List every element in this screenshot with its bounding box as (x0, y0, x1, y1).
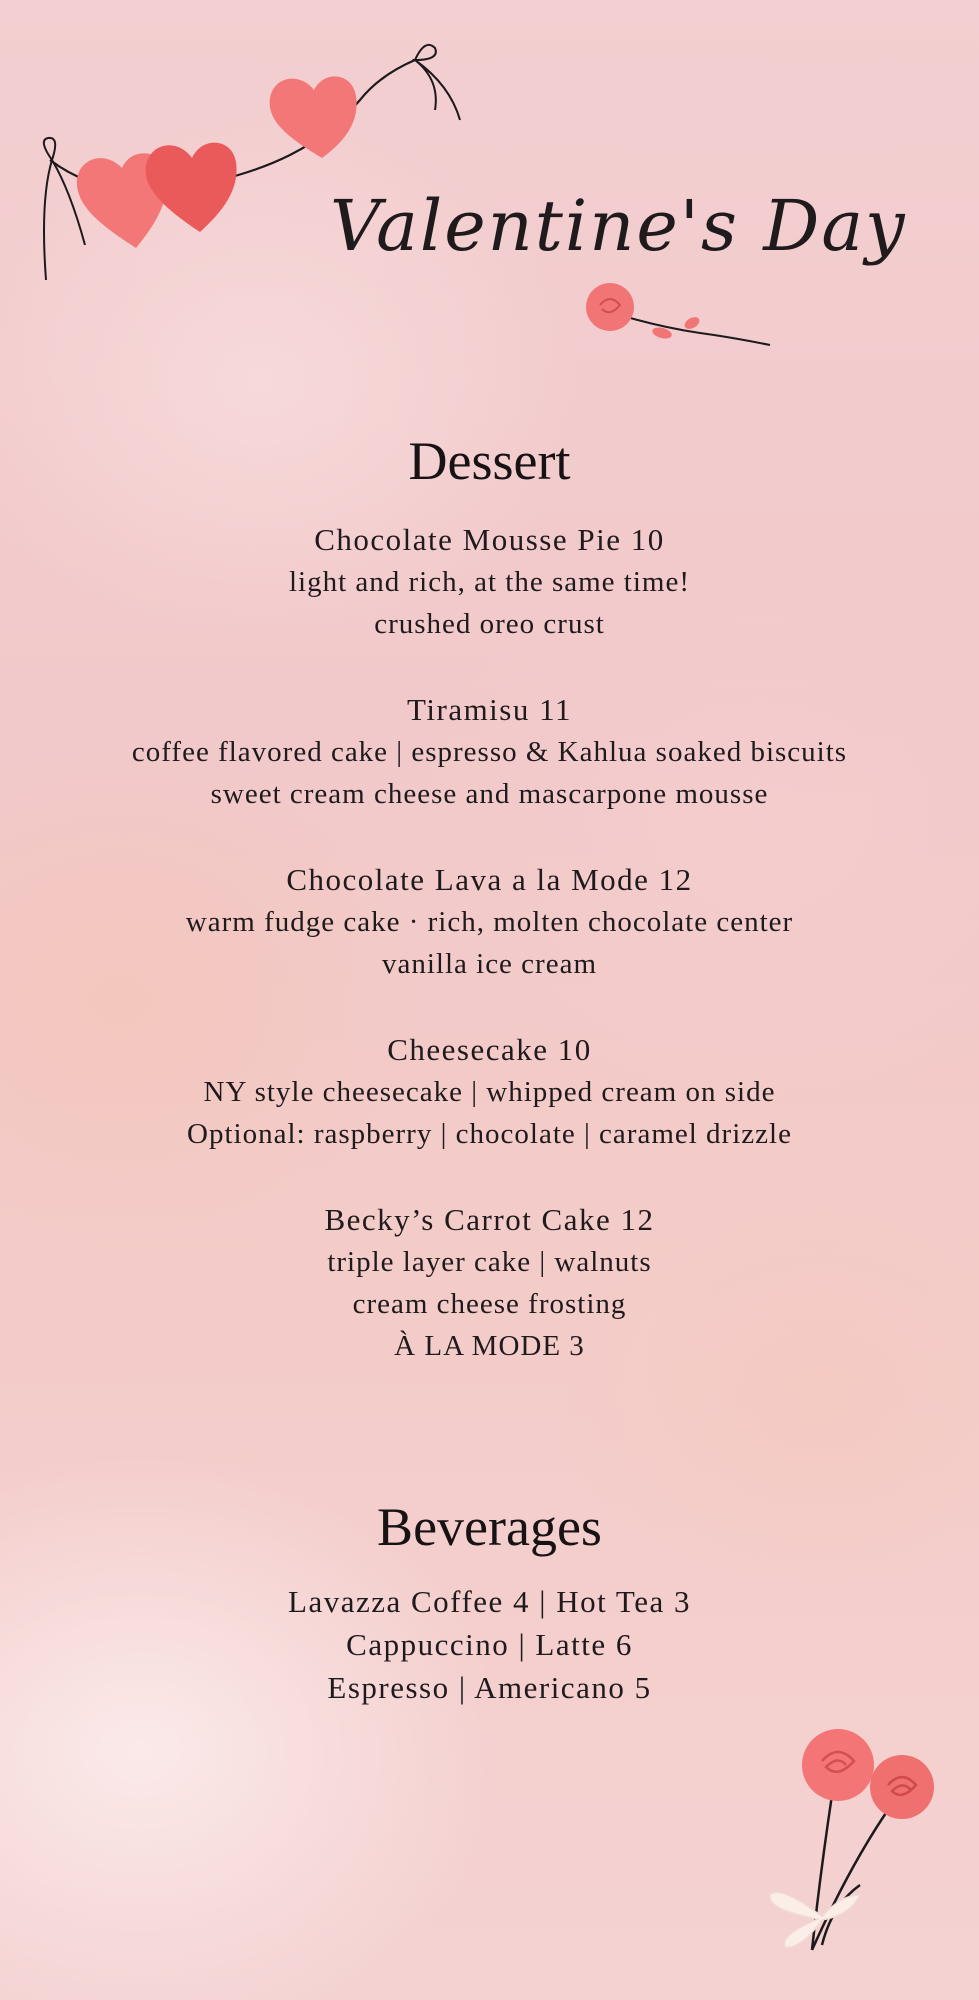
menu-item-description: cream cheese frosting (352, 1288, 627, 1320)
menu-item-description: crushed oreo crust (374, 608, 605, 640)
beverage-line: Lavazza Coffee 4 | Hot Tea 3 (288, 1584, 691, 1619)
dessert-heading: Dessert (408, 431, 571, 491)
menu-item-name: Chocolate Mousse Pie 10 (314, 522, 665, 557)
menu-item-description: sweet cream cheese and mascarpone mousse (210, 778, 769, 810)
rose-icon (580, 275, 780, 355)
menu-item-description: light and rich, at the same time! (288, 566, 691, 598)
menu-item-description: NY style cheesecake | whipped cream on side (203, 1076, 776, 1108)
menu-item-name: Chocolate Lava a la Mode 12 (286, 862, 693, 897)
beverage-line: Cappuccino | Latte 6 (346, 1627, 633, 1662)
menu-item-name: Tiramisu 11 (407, 692, 572, 727)
menu-item-description: triple layer cake | walnuts (327, 1246, 652, 1278)
menu-item-description: Optional: raspberry | chocolate | caramel drizzle (187, 1118, 792, 1150)
menu-item-description: coffee flavored cake | espresso & Kahlua soaked biscuits (131, 736, 848, 768)
menu-item-name: Cheesecake 10 (387, 1032, 592, 1067)
rose-bouquet-icon (740, 1715, 970, 1955)
svg-text:Valentine's Day: Valentine's Day (330, 185, 907, 267)
beverage-line: Espresso | Americano 5 (327, 1670, 652, 1705)
menu-item-description: warm fudge cake · rich, molten chocolate center (185, 906, 794, 938)
menu-item-name: Becky’s Carrot Cake 12 (324, 1202, 655, 1237)
menu-item-description: vanilla ice cream (381, 948, 598, 980)
menu-item-description: À LA MODE 3 (394, 1330, 585, 1362)
beverages-heading: Beverages (377, 1497, 602, 1557)
